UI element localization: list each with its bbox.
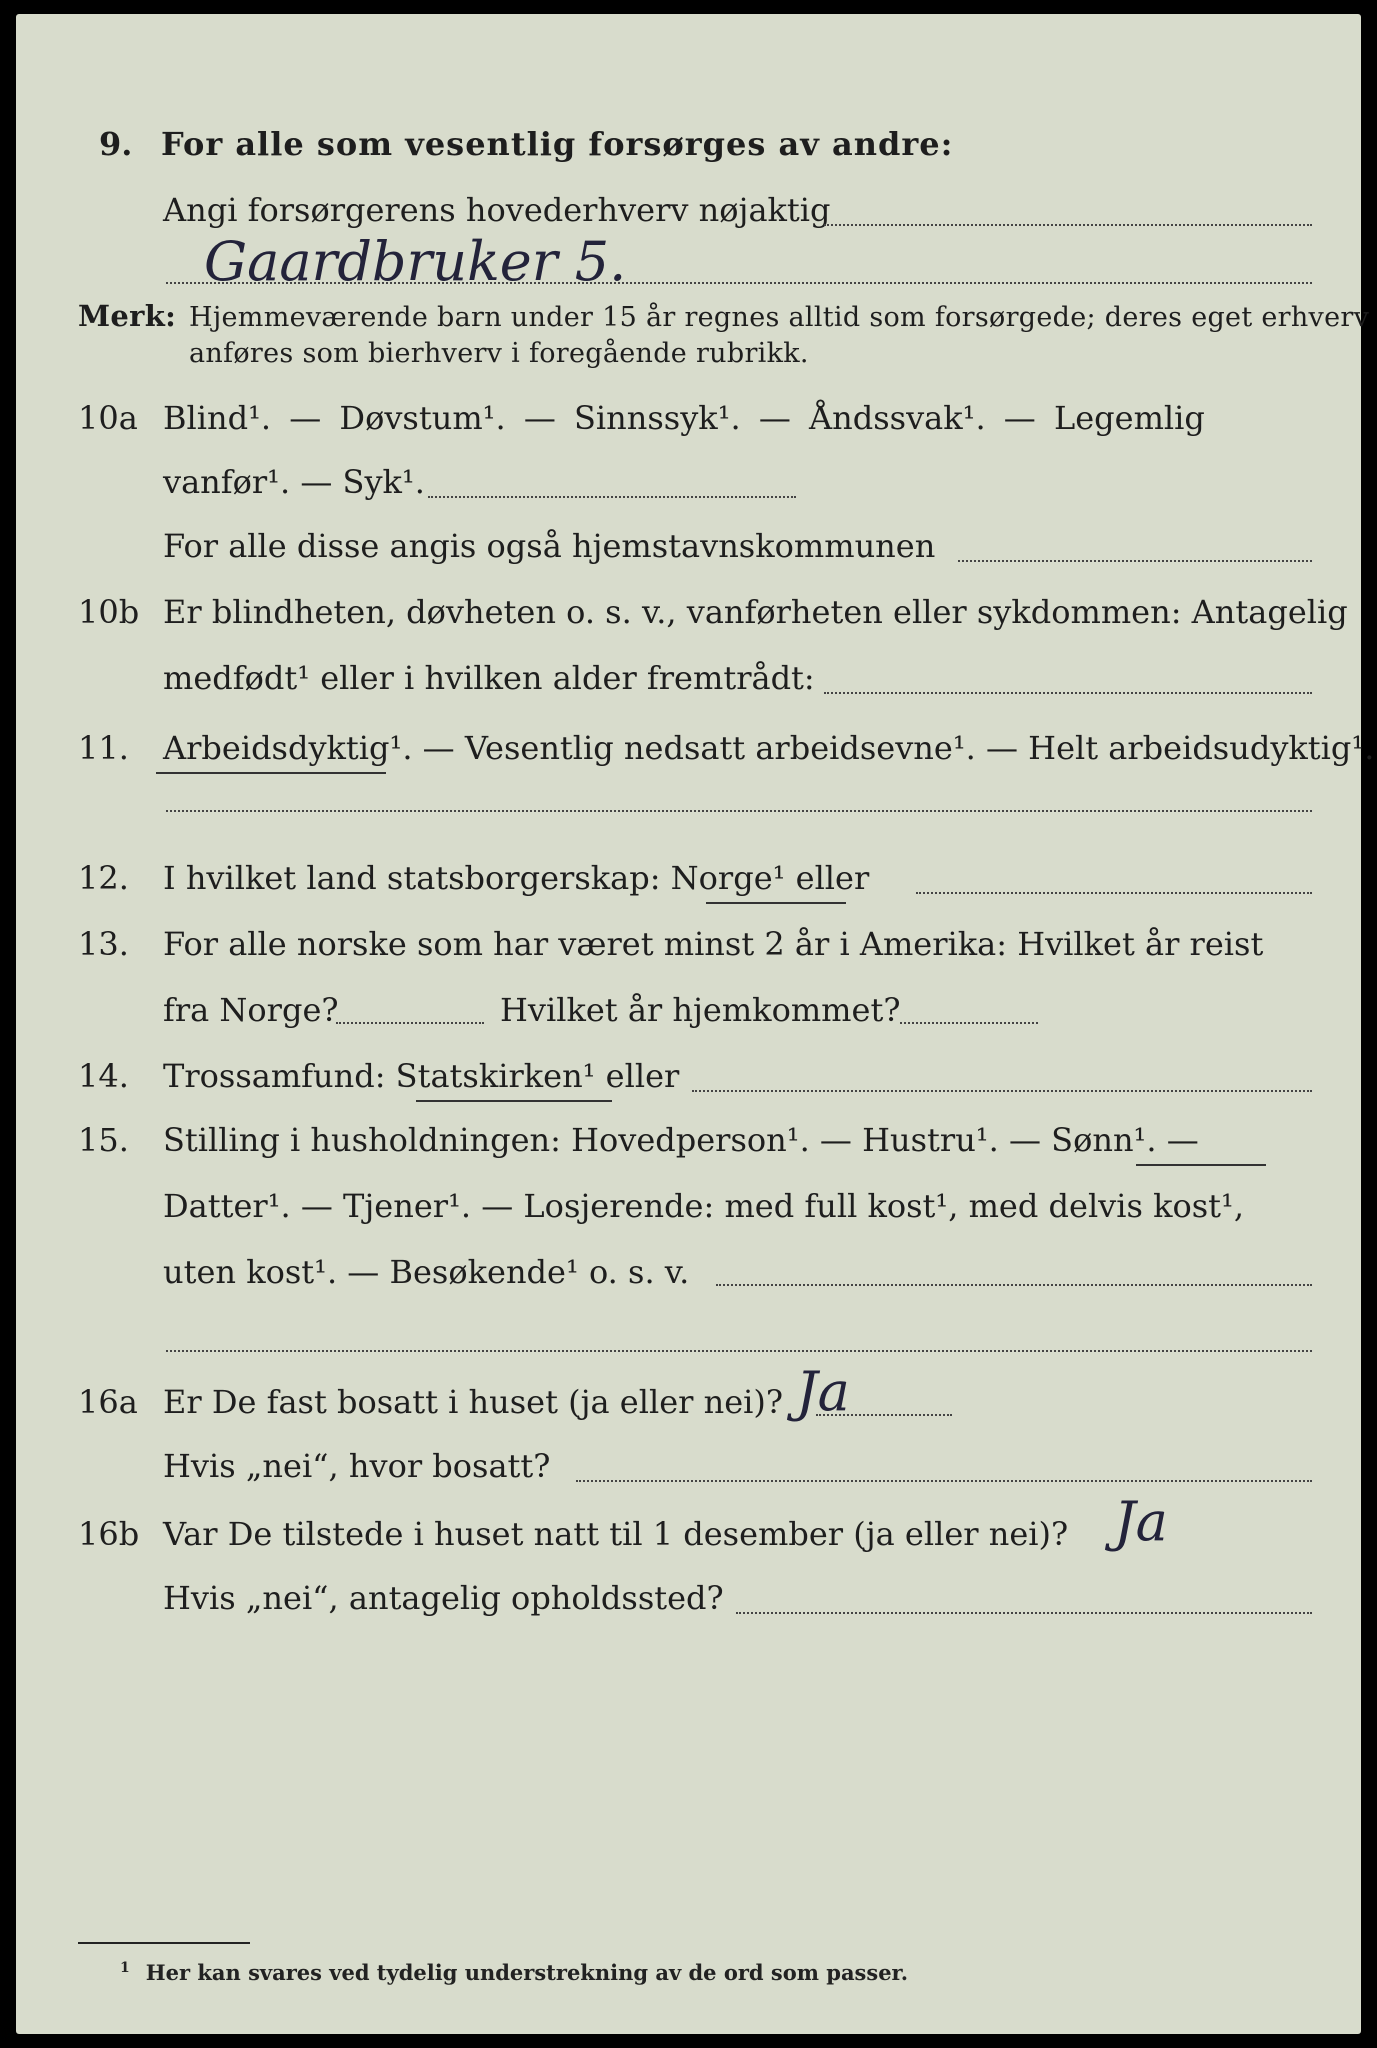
- q13-line-1: For alle norske som har været minst 2 år i Amerika: Hvilket år reist: [163, 925, 1264, 963]
- q14-underline-statskirken: [416, 1100, 612, 1102]
- q13-hjemkommet-line: [900, 1022, 1038, 1024]
- q10a-line-1: Blind¹. — Døvstum¹. — Sinnssyk¹. — Åndssvak¹. — Legemlig: [163, 399, 1205, 437]
- q15-line-3: uten kost¹. — Besøkende¹ o. s. v.: [163, 1253, 690, 1291]
- q12-answer-line: [916, 892, 1312, 894]
- merk-label: Merk:: [78, 299, 177, 333]
- q13-line-2b: Hvilket år hjemkommet?: [500, 991, 901, 1029]
- q10b-number: 10b: [78, 593, 140, 631]
- q16a-answer-line: [816, 1414, 952, 1416]
- q10a-answer-line: [428, 496, 796, 498]
- q9-answer-line-1: [824, 224, 1312, 226]
- footnote-rule: [78, 1942, 250, 1944]
- q15-answer-line-2: [166, 1350, 1312, 1352]
- q15-underline-sonn: [1136, 1164, 1266, 1166]
- q12-number: 12.: [78, 859, 129, 897]
- q13-reist-line: [336, 1022, 484, 1024]
- q10a-hjemstavn-line: [958, 560, 1312, 562]
- q13-number: 13.: [78, 925, 129, 963]
- q13-line-2a: fra Norge?: [163, 991, 339, 1029]
- q14-line-1: Trossamfund: Statskirken¹ eller: [163, 1057, 680, 1095]
- q10b-line-2: medfødt¹ eller i hvilken alder fremtrådt:: [163, 659, 815, 697]
- q16a-bosatt-line: [576, 1480, 1312, 1482]
- q9-handwritten-answer: Gaardbruker 5.: [204, 230, 627, 293]
- footnote-mark: 1: [120, 1960, 130, 1976]
- q11-underline-arbeidsdyktig: [156, 772, 386, 774]
- q9-number: 9.: [99, 125, 133, 163]
- q10a-line-2: vanfør¹. — Syk¹.: [163, 463, 425, 501]
- q15-line-2: Datter¹. — Tjener¹. — Losjerende: med full kost¹, med delvis kost¹,: [163, 1187, 1245, 1225]
- q16a-handwritten-answer: Ja: [796, 1360, 850, 1423]
- q16a-line-1: Er De fast bosatt i huset (ja eller nei)?: [163, 1383, 784, 1421]
- q10b-line-1: Er blindheten, døvheten o. s. v., vanførheten eller sykdommen: Antagelig: [163, 593, 1348, 631]
- q15-line-1: Stilling i husholdningen: Hovedperson¹. — Hustru¹. — Sønn¹. —: [163, 1121, 1199, 1159]
- census-form-page: [16, 14, 1375, 2034]
- q9-answer-line-2: [166, 282, 1312, 284]
- q16b-opholdssted-line: [736, 1612, 1312, 1614]
- q11-answer-line: [166, 810, 1312, 812]
- q10b-answer-line: [824, 692, 1312, 694]
- q10a-line-3: For alle disse angis også hjemstavnskommunen: [163, 527, 936, 565]
- q16b-line-2: Hvis „nei“, antagelig opholdssted?: [163, 1579, 724, 1617]
- q16b-number: 16b: [78, 1515, 140, 1553]
- q14-answer-line: [692, 1090, 1312, 1092]
- q16a-number: 16a: [78, 1383, 138, 1421]
- q9-instruction: Angi forsørgerens hovederhverv nøjaktig: [163, 191, 831, 229]
- footnote-text: Her kan svares ved tydelig understrekning av de ord som passer.: [145, 1960, 909, 1985]
- merk-line-1: Hjemmeværende barn under 15 år regnes alltid som forsørgede; deres eget erhverv: [189, 302, 1370, 333]
- q11-line-1: Arbeidsdyktig¹. — Vesentlig nedsatt arbeidsevne¹. — Helt arbeidsudyktig¹.: [163, 729, 1375, 767]
- q16b-handwritten-answer: Ja: [1114, 1490, 1168, 1553]
- footnote: [120, 1960, 908, 1985]
- q16b-line-1: Var De tilstede i huset natt til 1 desember (ja eller nei)?: [163, 1515, 1069, 1553]
- q15-number: 15.: [78, 1121, 129, 1159]
- q12-underline-norge: [706, 902, 846, 904]
- merk-line-2: anføres som bierhverv i foregående rubrikk.: [189, 338, 809, 369]
- q14-number: 14.: [78, 1057, 129, 1095]
- q15-answer-line-1: [716, 1284, 1312, 1286]
- q10a-number: 10a: [78, 399, 138, 437]
- q12-line-1: I hvilket land statsborgerskap: Norge¹ eller: [163, 859, 870, 897]
- q9-heading: For alle som vesentlig forsørges av andre:: [161, 125, 954, 163]
- q16a-line-2: Hvis „nei“, hvor bosatt?: [163, 1447, 551, 1485]
- q11-number: 11.: [78, 729, 129, 767]
